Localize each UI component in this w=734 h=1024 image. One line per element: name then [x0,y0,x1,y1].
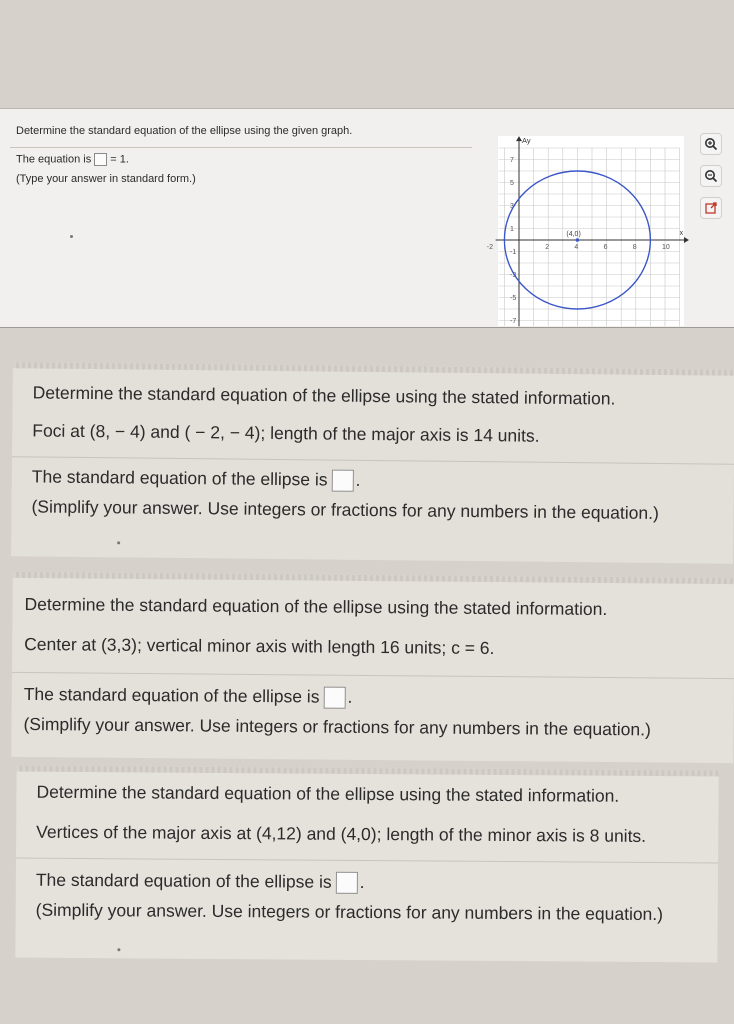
ellipse-graph[interactable] [486,128,694,328]
graph-y-axis-label: Ay [522,136,531,146]
answer-prefix: The standard equation of the ellipse is [31,466,328,490]
equation-prefix: The equation is [16,153,92,166]
zoom-in-icon[interactable] [700,133,722,155]
question-3-answer-line: The standard equation of the ellipse is . [24,684,353,709]
y-tick-label: -5 [510,295,517,302]
panel-top-border [13,362,734,376]
y-tick-label: -3 [510,272,517,279]
question-2-answer-box[interactable] [331,470,353,492]
panel-top-border [13,572,734,584]
answer-prefix: The standard equation of the ellipse is [23,683,320,707]
y-tick-label: 1 [510,226,514,233]
x-tick-label: 2 [545,244,550,251]
y-tick-label: -1 [510,249,517,256]
question-3-answer-box[interactable] [323,687,345,709]
divider [16,858,718,864]
y-tick-label: 3 [510,203,514,210]
stray-dot [117,948,120,951]
y-tick-label: 5 [510,180,514,187]
question-3-prompt: Determine the standard equation of the ellipse using the stated information. [24,593,608,620]
answer-prefix: The standard equation of the ellipse is [35,869,332,892]
question-4-hint: (Simplify your answer. Use integers or fractions for any numbers in the equation.) [35,899,664,925]
zoom-out-icon[interactable] [700,165,722,187]
question-4-prompt: Determine the standard equation of the ellipse using the stated information. [36,781,620,806]
x-axis-arrow [684,237,689,243]
question-4-answer-box[interactable] [336,872,358,894]
divider [12,672,734,679]
question-3-info: Center at (3,3); vertical minor axis with length 16 units; c = 6. [24,633,495,659]
question-3-panel [11,572,734,763]
x-tick-label: 6 [603,244,608,251]
question-2-prompt: Determine the standard equation of the ellipse using the stated information. [32,382,616,409]
x-tick-label: 10 [662,244,670,251]
divider [12,456,734,465]
y-tick-label: 7 [510,157,514,164]
question-4-info: Vertices of the major axis at (4,12) and (4,0); length of the minor axis is 8 units. [36,821,647,846]
x-tick-label: -2 [486,244,494,251]
stray-dot [117,541,120,544]
graph-x-axis-label: x [679,230,684,237]
panel-top-border [17,766,719,777]
stray-dot [70,235,73,238]
equation-answer-box[interactable] [94,153,107,166]
y-tick-label: -7 [510,318,517,325]
question-3-hint: (Simplify your answer. Use integers or fractions for any numbers in the equation.) [23,713,651,740]
question-1-prompt: Determine the standard equation of the ellipse using the given graph. [16,125,353,137]
equation-suffix: = 1. [110,153,129,166]
divider [10,147,472,148]
question-2-panel [11,362,734,564]
question-2-answer-line: The standard equation of the ellipse is . [32,466,361,492]
question-1-equation-line [16,153,129,166]
question-2-info: Foci at (8, − 4) and ( − 2, − 4); length of the major axis is 14 units. [32,420,540,446]
question-1-hint: (Type your answer in standard form.) [16,173,196,185]
question-2-hint: (Simplify your answer. Use integers or fractions for any numbers in the equation.) [31,496,659,523]
x-tick-label: 8 [632,244,637,251]
graph-center-label: (4,0) [566,231,581,238]
question-4-answer-line: The standard equation of the ellipse is . [36,870,365,895]
question-4-panel [15,766,718,963]
external-link-icon[interactable] [700,197,722,219]
graph-center-point [576,238,580,242]
x-tick-label: 4 [574,244,579,251]
